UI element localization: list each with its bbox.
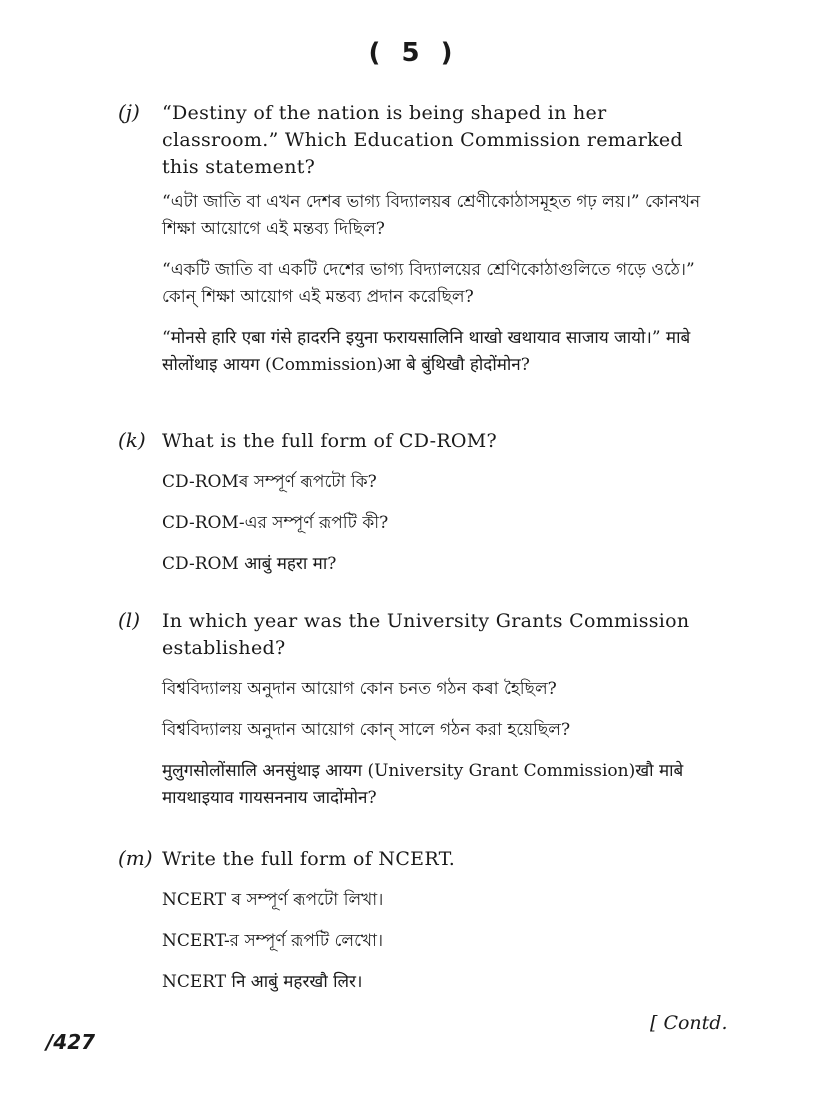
question-bodo: NCERT नि आबुं महरखौ लिर। xyxy=(162,972,363,992)
question-bengali: “একটি জাতি বা একটি দেশের ভাগ্য বিদ্যালয়ের শ্রেণিকোঠাগুলিতে গড়ে ওঠে।” কোন্ শিক্ষা আয়োগ এই মন্তব্য প্রদান করেছিল? xyxy=(162,260,695,307)
paper-code: /427 xyxy=(46,1030,96,1054)
question-label: (m) xyxy=(118,846,153,870)
question-m xyxy=(118,846,718,996)
question-bodo: “मोनसे हारि एबा गंसे हादरनि इयुना फरायसालिनि थाखो खथायाव साजाय जायो।” माबे सोलोंथाइ आयग (Commission)आ बे बुंथिखौ होदोंमोन? xyxy=(162,328,691,375)
page-number: ( 5 ) xyxy=(368,38,459,68)
question-label: (j) xyxy=(118,100,140,124)
question-assamese: “এটা জাতি বা এখন দেশৰ ভাগ্য বিদ্যালয়ৰ শ্ৰেণীকোঠাসমূহত গঢ় লয়।” কোনখন শিক্ষা আয়োগে এই মন্তব্য দিছিল? xyxy=(162,192,701,239)
question-bengali: CD-ROM-এর সম্পূর্ণ রূপটি কী? xyxy=(162,513,389,533)
question-english: What is the full form of CD-ROM? xyxy=(162,430,498,452)
question-assamese: বিশ্ববিদ্যালয় অনুদান আয়োগ কোন চনত গঠন কৰা হৈছিল? xyxy=(162,679,557,699)
question-j xyxy=(118,100,718,379)
question-english: In which year was the University Grants Commission established? xyxy=(162,610,690,659)
question-assamese: CD-ROMৰ সম্পূৰ্ণ ৰূপটো কি? xyxy=(162,472,377,492)
continued-marker: [ Contd. xyxy=(650,1012,728,1034)
question-english: Write the full form of NCERT. xyxy=(162,848,456,870)
question-l xyxy=(118,608,718,812)
question-label: (k) xyxy=(118,428,146,452)
question-label: (l) xyxy=(118,608,141,632)
question-bengali: NCERT-র সম্পূর্ণ রূপটি লেখো। xyxy=(162,931,384,951)
question-bengali: বিশ্ববিদ্যালয় অনুদান আয়োগ কোন্ সালে গঠন করা হয়েছিল? xyxy=(162,720,571,740)
question-assamese: NCERT ৰ সম্পূৰ্ণ ৰূপটো লিখা। xyxy=(162,890,384,910)
question-bodo: मुलुगसोलोंसालि अनसुंथाइ आयग (University Grant Commission)खौ माबे मायथाइयाव गायसननाय जादोंमोन? xyxy=(162,761,684,808)
question-k xyxy=(118,428,718,578)
question-bodo: CD-ROM आबुं महरा मा? xyxy=(162,554,337,574)
question-english: “Destiny of the nation is being shaped in her classroom.” Which Education Commission remarked this statement? xyxy=(162,102,683,178)
